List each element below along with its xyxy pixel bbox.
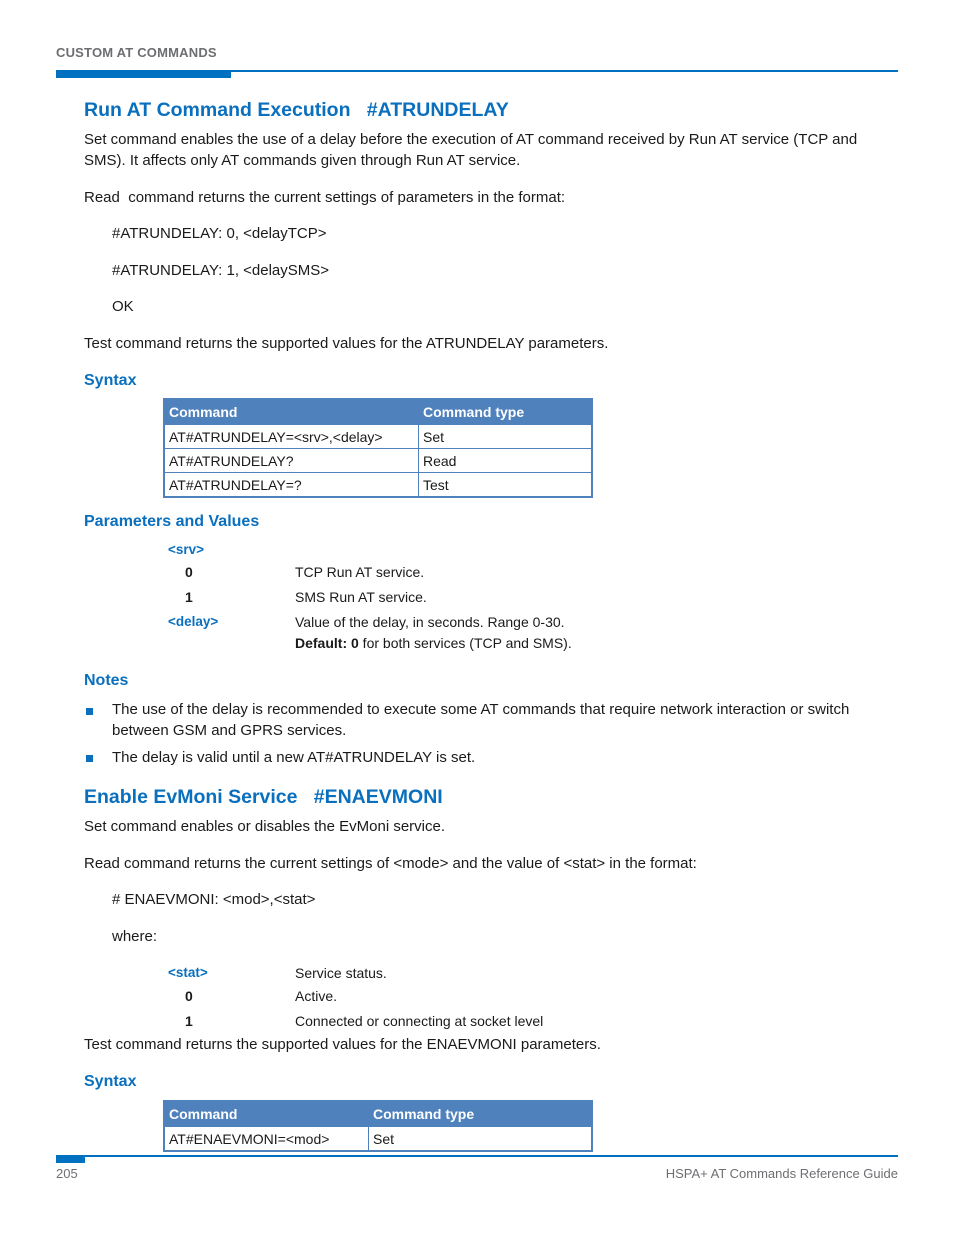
table-cell: Read xyxy=(419,449,593,473)
bullet-icon xyxy=(86,755,93,762)
enaevmoni-syntax-table xyxy=(163,1100,593,1152)
table-header-row xyxy=(164,1101,592,1127)
atrundelay-test-text: Test command returns the supported values for the ATRUNDELAY parameters. xyxy=(84,335,609,352)
default-label: Default: 0 xyxy=(295,635,359,651)
table-header-cell: Command xyxy=(164,1101,369,1127)
param-label-srv: <srv> xyxy=(168,542,205,557)
parameters-heading: Parameters and Values xyxy=(84,513,260,530)
section-title-enaevmoni: Enable EvMoni Service #ENAEVMONI xyxy=(84,786,443,808)
param-value: 1 xyxy=(185,589,193,605)
enaevmoni-intro: Set command enables or disables the EvMoni service. xyxy=(84,818,446,835)
table-cell: AT#ATRUNDELAY=<srv>,<delay> xyxy=(164,425,419,449)
bullet-icon xyxy=(86,708,93,715)
atrundelay-read-intro: Read command returns the current settings of parameters in the format: xyxy=(84,189,566,206)
header-rule-accent xyxy=(56,70,231,78)
param-desc: TCP Run AT service. xyxy=(295,564,425,580)
where-text: where: xyxy=(112,928,158,945)
enaevmoni-read-intro: Read command returns the current settings of <mode> and the value of <stat> in the format: xyxy=(84,855,697,872)
read-line: OK xyxy=(112,298,134,315)
table-cell: Set xyxy=(369,1127,593,1152)
param-default xyxy=(295,633,572,654)
table-row xyxy=(164,473,592,498)
table-header-cell: Command xyxy=(164,399,419,425)
table-cell: AT#ATRUNDELAY=? xyxy=(164,473,419,498)
table-header-row xyxy=(164,399,592,425)
read-line: #ATRUNDELAY: 0, <delayTCP> xyxy=(112,225,327,242)
param-desc: Active. xyxy=(295,988,338,1004)
table-row xyxy=(164,425,592,449)
atrundelay-intro: Set command enables the use of a delay before the execution of AT command received by Run AT service (TCP and SMS). It affects only AT commands given through Run AT service. xyxy=(84,131,858,169)
param-desc: Value of the delay, in seconds. Range 0-30. xyxy=(295,614,565,630)
footer-rule-accent xyxy=(56,1155,85,1163)
table-cell: Set xyxy=(419,425,593,449)
footer-rule xyxy=(56,1155,898,1157)
param-desc: Service status. xyxy=(295,965,387,981)
note-item: The use of the delay is recommended to execute some AT commands that require network interaction or switch between GSM and GPRS services. xyxy=(112,701,850,739)
default-text: for both services (TCP and SMS). xyxy=(358,635,572,651)
param-value: 1 xyxy=(185,1013,193,1029)
page-number: 205 xyxy=(56,1166,78,1181)
table-cell: Test xyxy=(419,473,593,498)
table-row xyxy=(164,1127,592,1152)
read-line: # ENAEVMONI: <mod>,<stat> xyxy=(112,891,316,908)
section-title-atrundelay: Run AT Command Execution #ATRUNDELAY xyxy=(84,99,509,121)
syntax-heading: Syntax xyxy=(84,372,137,389)
param-value: 0 xyxy=(185,564,193,580)
read-line: #ATRUNDELAY: 1, <delaySMS> xyxy=(112,262,330,279)
param-label-delay: <delay> xyxy=(168,614,219,629)
table-row xyxy=(164,449,592,473)
notes-heading: Notes xyxy=(84,672,129,689)
document-title: HSPA+ AT Commands Reference Guide xyxy=(665,1166,898,1181)
table-cell: AT#ATRUNDELAY? xyxy=(164,449,419,473)
table-header-cell: Command type xyxy=(369,1101,593,1127)
param-value: 0 xyxy=(185,988,193,1004)
table-header-cell: Command type xyxy=(419,399,593,425)
running-header: CUSTOM AT COMMANDS xyxy=(56,45,217,60)
enaevmoni-test-text: Test command returns the supported values for the ENAEVMONI parameters. xyxy=(84,1036,601,1053)
syntax-heading: Syntax xyxy=(84,1073,137,1090)
table-cell: AT#ENAEVMONI=<mod> xyxy=(164,1127,369,1152)
param-desc: SMS Run AT service. xyxy=(295,589,427,605)
note-item: The delay is valid until a new AT#ATRUNDELAY is set. xyxy=(112,749,476,766)
param-desc: Connected or connecting at socket level xyxy=(295,1013,544,1029)
atrundelay-syntax-table xyxy=(163,398,593,498)
param-label-stat: <stat> xyxy=(168,965,208,980)
